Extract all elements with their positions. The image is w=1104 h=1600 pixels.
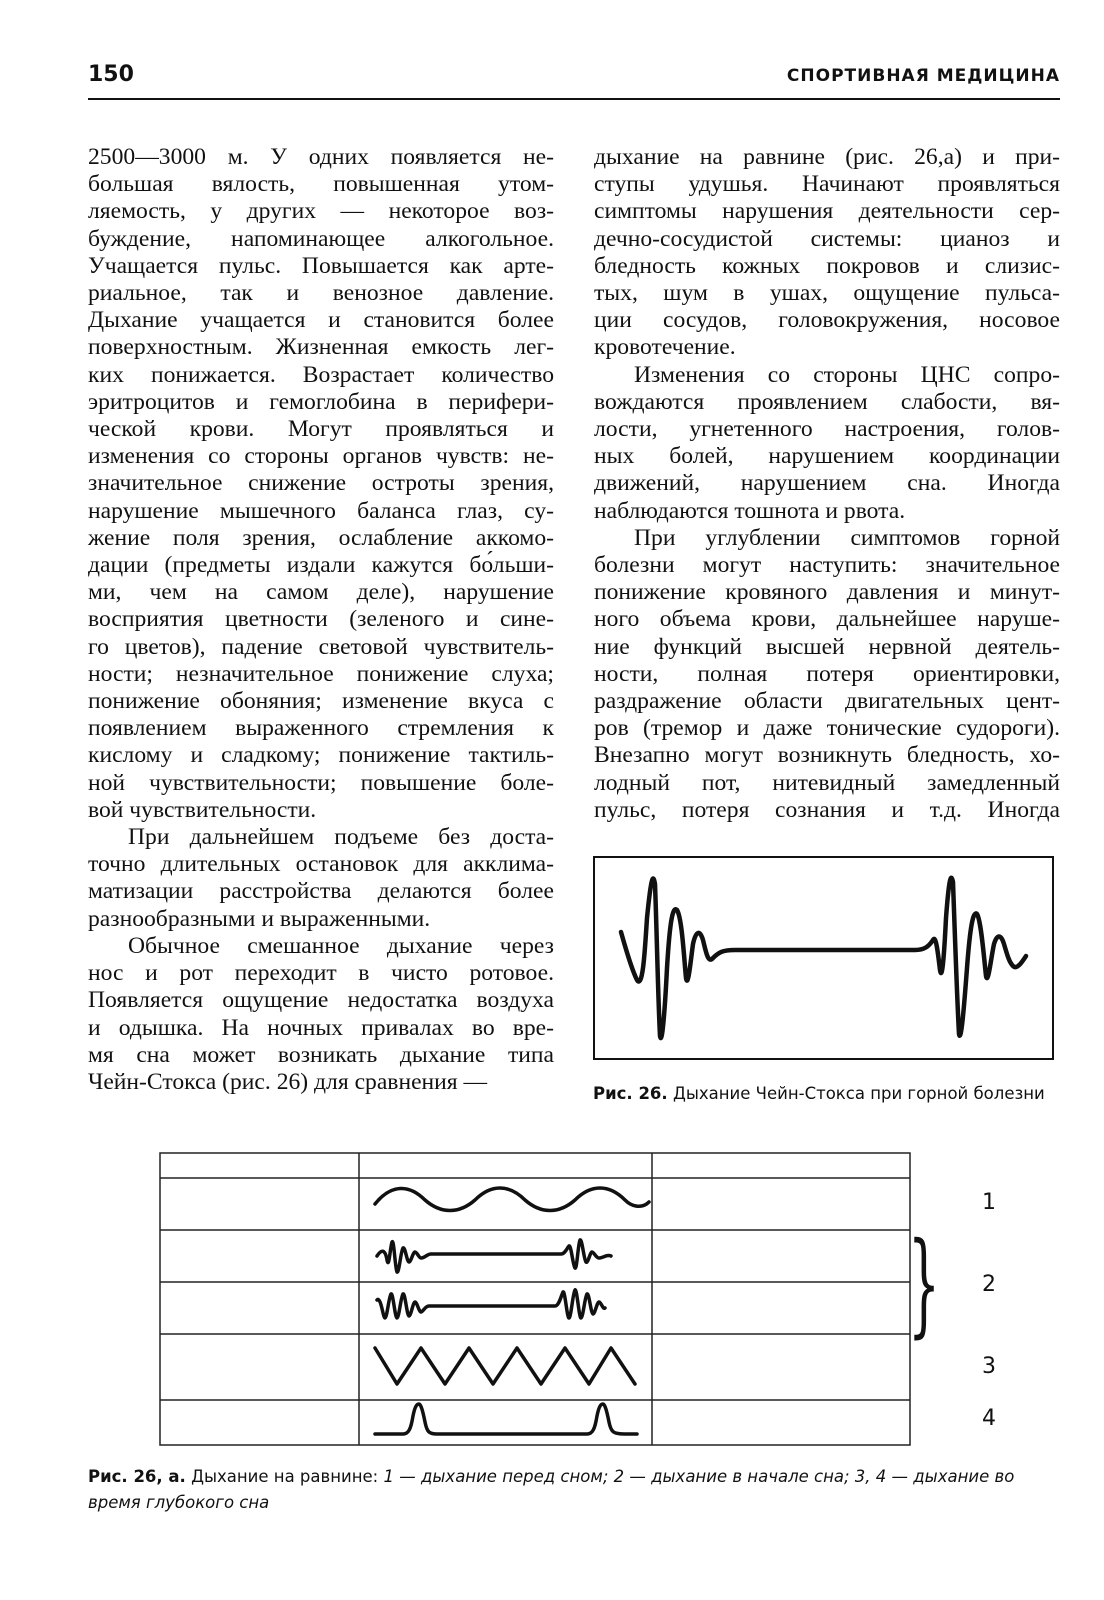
right-column-line: раздражение области двигательных цент-	[594, 688, 1060, 715]
right-column-line: ступы удушья. Начинают проявляться	[594, 171, 1060, 198]
right-column-line: движений, нарушением сна. Иногда	[594, 470, 1060, 497]
right-column-line: наблюдаются тошнота и рвота.	[594, 497, 906, 524]
left-column-line: Дыхание учащается и становится более	[88, 307, 554, 334]
right-column-line: ние функций высшей нервной деятель-	[594, 633, 1060, 660]
figure-26-label: Рис. 26.	[593, 1084, 668, 1103]
figure-26a-table	[159, 1152, 911, 1446]
left-column-line: ляемость, у других — некоторое воз-	[88, 198, 554, 225]
figure-26-box	[593, 856, 1054, 1060]
left-column-line: вой чувствительности.	[88, 796, 317, 823]
trace-row-2a-periodic	[377, 1240, 611, 1272]
left-column-line: понижение обоняния; изменение вкуса с	[88, 688, 554, 715]
right-column-line: болезни могут наступить: значительное	[594, 552, 1060, 579]
cheyne-stokes-trace	[621, 878, 1026, 1038]
figure-26-text: Дыхание Чейн-Стокса при горной болезни	[672, 1084, 1045, 1103]
left-column-line: значительное снижение остроты зрения,	[88, 470, 554, 497]
right-column-line: кровотечение.	[594, 334, 736, 361]
left-column-line: разнообразными и выраженными.	[88, 905, 431, 932]
left-column-line: го цветов), падение световой чувствитель-	[88, 633, 554, 660]
figure-26-caption	[593, 1084, 1045, 1103]
row-label-2: 2	[982, 1272, 996, 1297]
right-column-line: вождаются проявлением слабости, вя-	[594, 388, 1060, 415]
left-column-line: ческой крови. Могут проявляться и	[88, 416, 554, 443]
right-column-line: ров (тремор и даже тонические судороги).	[594, 715, 1060, 742]
left-column-line: Учащается пульс. Повышается как арте-	[88, 252, 554, 279]
left-column	[88, 144, 554, 1096]
left-column-line: 2500—3000 м. У одних появляется не-	[88, 144, 554, 170]
row-label-3: 3	[982, 1354, 996, 1379]
right-column-line: лости, угнетенного настроения, голов-	[594, 416, 1060, 443]
right-column-line: Изменения со стороны ЦНС сопро-	[634, 361, 1060, 388]
right-column-line: ного объема крови, дальнейшее наруше-	[594, 606, 1060, 633]
left-column-line: поверхностным. Жизненная емкость лег-	[88, 334, 554, 361]
left-column-line: буждение, напоминающее алкогольное.	[88, 225, 554, 252]
right-column-line: лодный пот, нитевидный замедленный	[594, 769, 1060, 796]
figure-26a-lead: Дыхание на равнине:	[191, 1467, 379, 1486]
left-column-line: При дальнейшем подъеме без доста-	[128, 824, 554, 851]
left-column-line: нарушение мышечного баланса глаз, су-	[88, 497, 554, 524]
left-column-line: ких понижается. Возрастает количество	[88, 361, 554, 388]
right-column-line: ности, полная потеря ориентировки,	[594, 660, 1060, 687]
left-column-line: нос и рот переходит в чисто ротовое.	[88, 960, 554, 987]
left-column-line: Обычное смешанное дыхание через	[128, 932, 554, 959]
left-column-line: ми, чем на самом деле), нарушение	[88, 579, 554, 606]
right-column-line: понижение кровяного давления и минут-	[594, 579, 1060, 606]
right-column-line: тых, шум в ушах, ощущение пульса-	[594, 280, 1060, 307]
right-column-line: дечно-сосудистой системы: цианоз и	[594, 225, 1060, 252]
left-column-line: изменения со стороны органов чувств: не-	[88, 443, 554, 470]
left-column-line: восприятия цветности (зеленого и сине-	[88, 606, 554, 633]
left-column-line: риальное, так и венозное давление.	[88, 280, 554, 307]
figure-26a-label: Рис. 26, а.	[88, 1467, 186, 1486]
page-number: 150	[88, 62, 134, 87]
right-column-line: ных болей, нарушением координации	[594, 443, 1060, 470]
right-column-line: Внезапно могут возникнуть бледность, хо-	[594, 742, 1060, 769]
left-column-line: появлением выраженного стремления к	[88, 715, 554, 742]
table-border	[160, 1153, 910, 1445]
trace-row-1-sleep-onset	[375, 1188, 649, 1211]
left-column-line: и одышка. На ночных привалах во вре-	[88, 1014, 554, 1041]
left-column-line: большая вялость, повышенная утом-	[88, 171, 554, 198]
figure-26a-caption	[88, 1464, 1068, 1516]
left-column-line: матизации расстройства делаются более	[88, 878, 554, 905]
row-label-1: 1	[982, 1190, 996, 1215]
left-column-line: Чейн-Стокса (рис. 26) для сравнения —	[88, 1068, 488, 1095]
left-column-line: точно длительных остановок для акклима-	[88, 851, 554, 878]
left-column-line: эритроцитов и гемоглобина в перифери-	[88, 388, 554, 415]
running-title: СПОРТИВНАЯ МЕДИЦИНА	[786, 66, 1060, 86]
cheyne-stokes-waveform	[595, 858, 1056, 1062]
trace-row-4-deep-sleep	[375, 1404, 637, 1434]
header-rule	[88, 98, 1060, 100]
left-column-line: жение поля зрения, ослабление аккомо-	[88, 524, 554, 551]
left-column-line: ной чувствительности; повышение боле-	[88, 769, 554, 796]
trace-row-3-deep-sleep	[375, 1348, 635, 1384]
table-grid-lines	[160, 1153, 910, 1445]
left-column-line: дации (предметы издали кажутся бо́льши-	[88, 552, 554, 579]
trace-row-2b-periodic	[377, 1290, 605, 1318]
curly-brace: }	[908, 1219, 941, 1349]
right-column-line: При углублении симптомов горной	[634, 524, 1060, 551]
right-column-line: симптомы нарушения деятельности сер-	[594, 198, 1060, 225]
right-column-line: бледность кожных покровов и слизис-	[594, 252, 1060, 279]
row-label-4: 4	[982, 1406, 996, 1431]
right-column-line: дыхание на равнине (рис. 26,а) и при-	[594, 144, 1060, 170]
left-column-line: мя сна может возникать дыхание типа	[88, 1041, 554, 1068]
right-column-line: ции сосудов, головокружения, носовое	[594, 307, 1060, 334]
right-column-line: пульс, потеря сознания и т.д. Иногда	[594, 796, 1060, 823]
left-column-line: Появляется ощущение недостатка воздуха	[88, 987, 554, 1014]
breathing-patterns-grid	[159, 1152, 911, 1446]
figure-26a-items: 1 — дыхание перед сном; 2 — дыхание в начале сна; 3, 4 — дыхание во время глубокого сна	[88, 1467, 1015, 1512]
left-column-line: кислому и сладкому; понижение тактиль-	[88, 742, 554, 769]
left-column-line: ности; незначительное понижение слуха;	[88, 660, 554, 687]
right-column	[594, 144, 1060, 824]
